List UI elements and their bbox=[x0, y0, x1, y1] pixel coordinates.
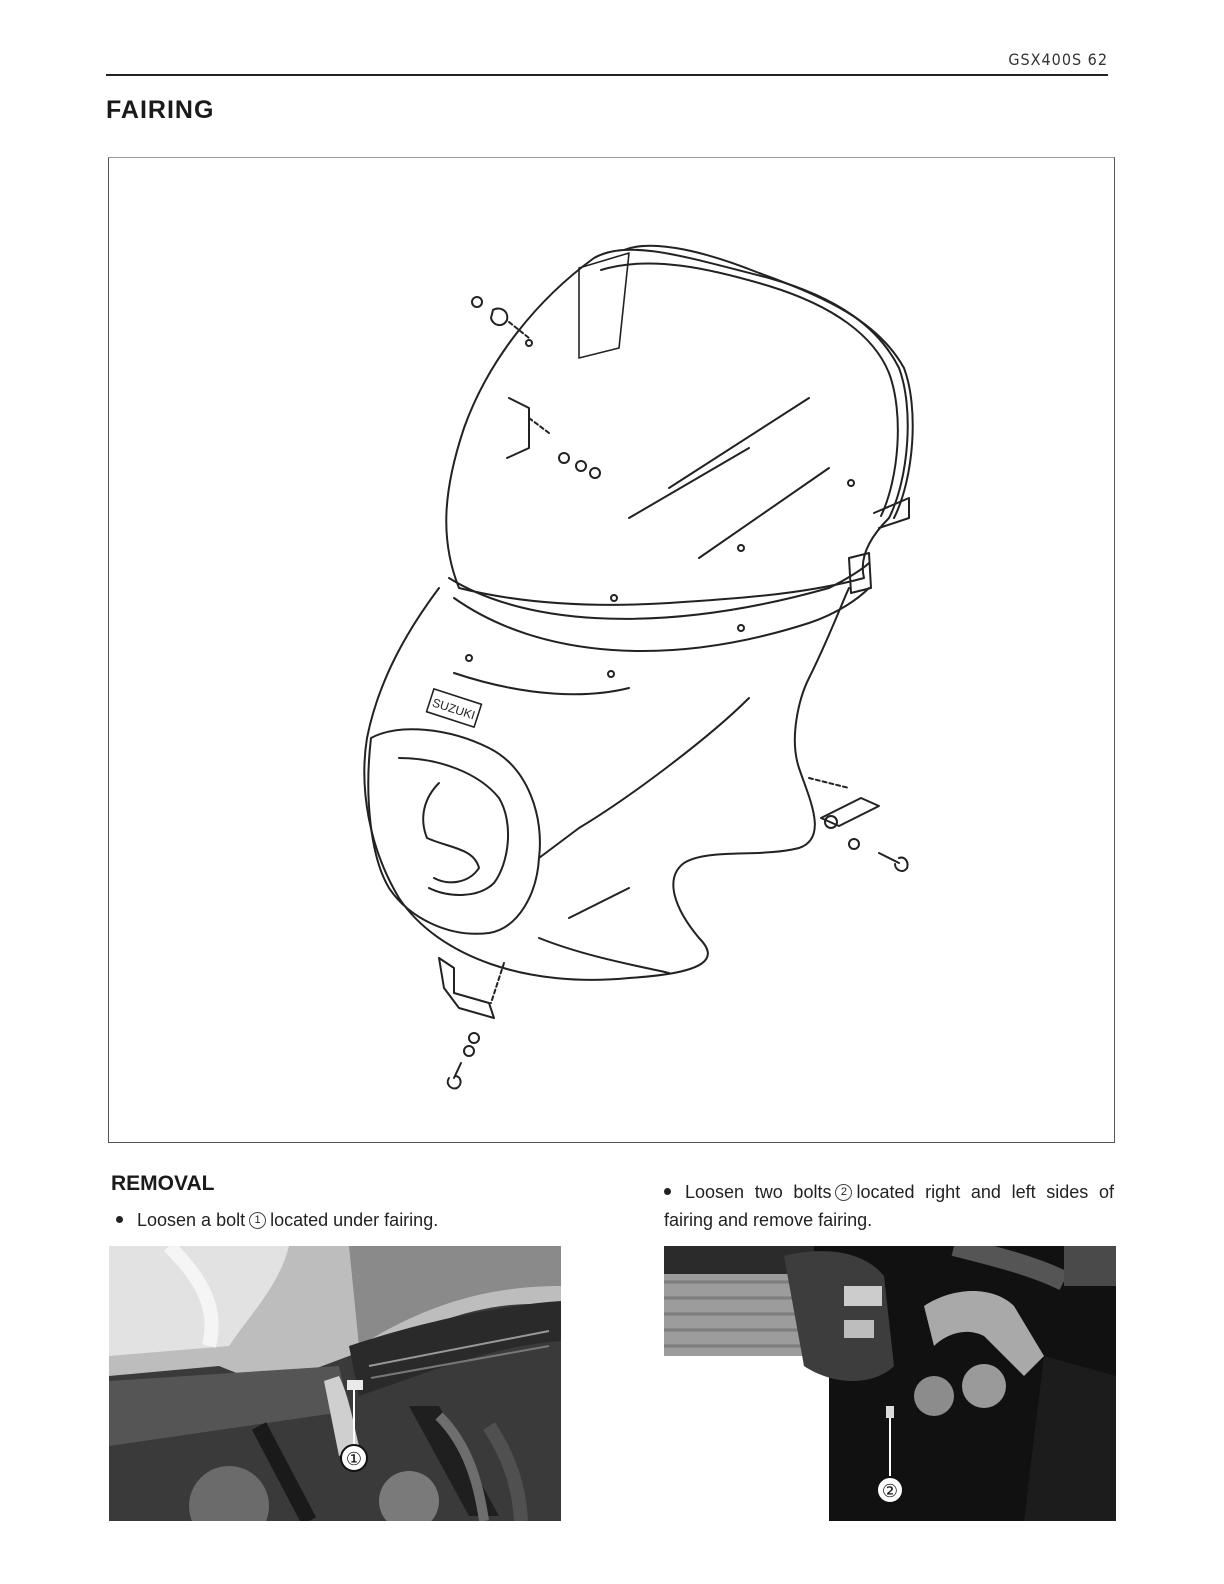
callout-2-icon: 2 bbox=[835, 1184, 852, 1201]
right-bracket-group bbox=[809, 778, 908, 871]
removal-heading: REMOVAL bbox=[111, 1172, 215, 1195]
photo-2-image bbox=[664, 1246, 1116, 1521]
photo-2-callout: ② bbox=[881, 1481, 899, 1502]
photo-1-image bbox=[109, 1246, 561, 1521]
header-rule bbox=[106, 74, 1108, 76]
photo-bolt-under-fairing bbox=[109, 1246, 561, 1521]
step-2-text-before: Loosen two bolts bbox=[685, 1182, 832, 1202]
step-2-text-after: located right and left sides of fairing and remove fairing. bbox=[664, 1182, 1114, 1230]
page-title: FAIRING bbox=[106, 96, 215, 124]
callout-1-icon: 1 bbox=[249, 1212, 266, 1229]
step-1-text-after: located under fairing. bbox=[270, 1210, 439, 1230]
fairing-exploded-diagram bbox=[108, 157, 1115, 1143]
suzuki-badge bbox=[427, 689, 482, 727]
middle-washer-group bbox=[529, 418, 600, 478]
photo-side-bolts bbox=[664, 1246, 1116, 1521]
upper-fastener-group bbox=[472, 297, 529, 338]
svg-text:SUZUKI: SUZUKI bbox=[430, 695, 477, 723]
removal-step-2 bbox=[664, 1178, 1114, 1234]
photo-1-callout: ① bbox=[345, 1449, 363, 1470]
step-1-text-before: Loosen a bolt bbox=[137, 1210, 246, 1230]
lower-bracket-group bbox=[439, 958, 504, 1088]
fairing-line-drawing bbox=[109, 158, 1116, 1144]
bullet-icon bbox=[116, 1216, 123, 1223]
bullet-icon bbox=[664, 1188, 671, 1195]
removal-step-1 bbox=[116, 1206, 556, 1234]
page-header-model-number: GSX400S 62 bbox=[1008, 50, 1108, 69]
